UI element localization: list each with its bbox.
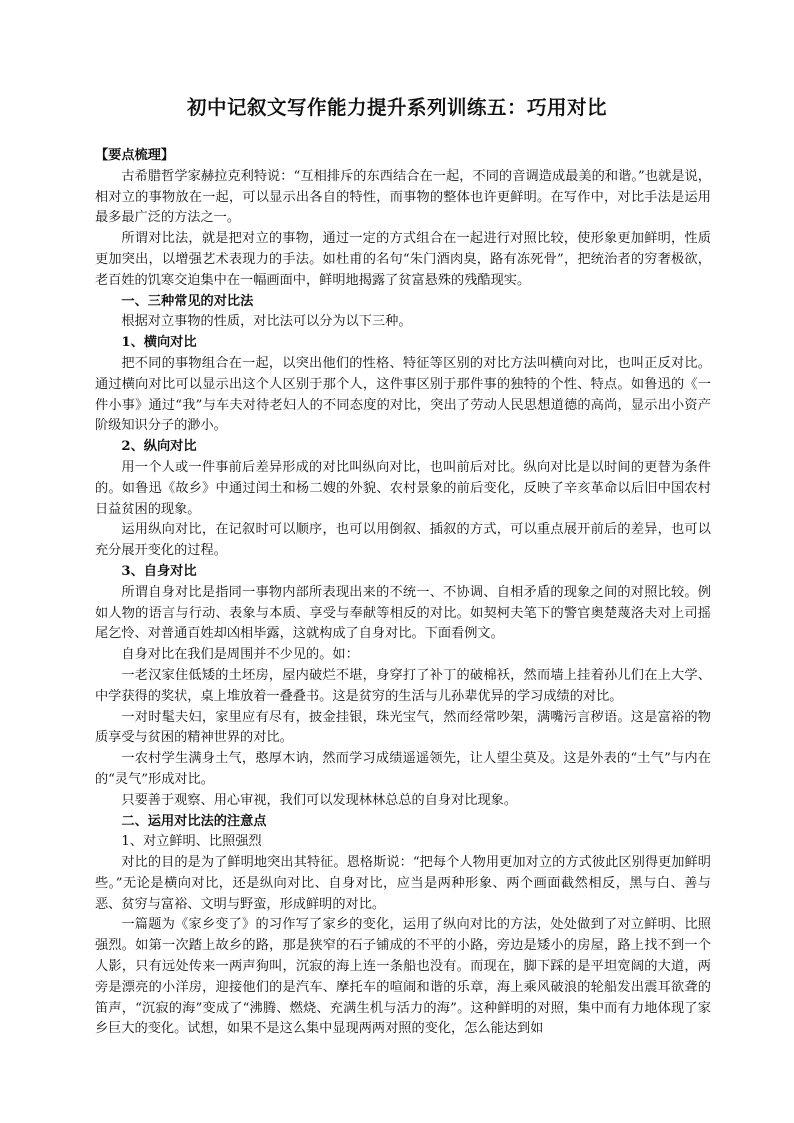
document-title: 初中记叙文写作能力提升系列训练五：巧用对比: [186, 96, 607, 119]
subheading: 2、纵向对比: [121, 439, 197, 455]
paragraph: 古希腊哲学家赫拉克利特说：“互相排斥的东西结合在一起，不同的音调造成最美的和谐。”也就是说，相对立的事物放在一起，可以显示出各自的特性，而事物的整体也许更鲜明。在写作中，对比手法是运用最多最广泛的方法之一。: [95, 168, 711, 226]
paragraph: 对比的目的是为了鲜明地突出其特征。恩格斯说：“把每个人物用更加对立的方式彼此区别得更加鲜明些。”无论是横向对比，还是纵向对比、自身对比，应当是两种形象、两个画面截然相反，黑与白、善与恶、贫穷与富裕、文明与野蛮，形成鲜明的对比。: [95, 855, 711, 912]
paragraph: 一对时髦夫妇，家里应有尽有，披金挂银，珠光宝气，然而经常吵架，满嘴污言秽语。这是富裕的物质享受与贫困的精神世界的对比。: [95, 709, 711, 746]
subheading: 3、自身对比: [121, 563, 197, 579]
paragraph: 自身对比在我们是周围并不少见的。如：: [121, 647, 359, 663]
heading-2: 二、运用对比法的注意点: [121, 813, 267, 829]
paragraph: 一老汉家住低矮的土坯房，屋内破烂不堪，身穿打了补丁的破棉袄，然而墙上挂着孙儿们在上大学、中学获得的奖状，桌上堆放着一叠叠书。这是贫穷的生活与儿孙辈优异的学习成绩的对比。: [95, 667, 711, 704]
document-body: [95, 146, 711, 1040]
paragraph: 根据对立事物的性质，对比法可以分为以下三种。: [121, 314, 412, 330]
heading-1: 一、三种常见的对比法: [121, 293, 254, 309]
paragraph: 运用纵向对比，在记叙时可以顺序，也可以用倒叙、插叙的方式，可以重点展开前后的差异，也可以充分展开变化的过程。: [95, 522, 711, 559]
paragraph: 用一个人或一件事前后差异形成的对比叫纵向对比，也叫前后对比。纵向对比是以时间的更替为条件的。如鲁迅《故乡》中通过闰土和杨二嫂的外貌、农村景象的前后变化，反映了辛亥革命以后旧中国农村日益贫困的现象。: [95, 459, 711, 517]
paragraph: 所谓自身对比是指同一事物内部所表现出来的不统一、不协调、自相矛盾的现象之间的对照比较。例如人物的语言与行动、表象与本质、享受与奉献等相反的对比。如契柯夫笔下的警官奥楚蔑洛夫对上司摇尾乞怜、对普通百姓却凶相毕露，这就构成了自身对比。下面看例文。: [95, 584, 711, 642]
paragraph: 一篇题为《家乡变了》的习作写了家乡的变化，运用了纵向对比的方法，处处做到了对立鲜明、比照强烈。如第一次踏上故乡的路，那是狭窄的石子铺成的不平的小路，旁边是矮小的房屋，路上找不到一个人影，只有远处传来一两声狗叫，沉寂的海上连一条船也没有。而现在，脚下踩的是平坦宽阔的大道，两旁是漂亮的小洋房，迎接他们的是汽车、摩托车的喧闹和谐的乐章，海上乘风破浪的轮船发出震耳欲聋的笛声，“沉寂的海”变成了“沸腾、燃烧、充满生机与活力的海”。这种鲜明的对照，集中而有力地体现了家乡巨大的变化。试想，如果不是这么集中显现两两对照的变化，怎么能达到如: [95, 917, 711, 1037]
paragraph: 所谓对比法，就是把对立的事物，通过一定的方式组合在一起进行对照比较，使形象更加鲜明，性质更加突出，以增强艺术表现力的手法。如杜甫的名句“朱门酒肉臭，路有冻死骨”，把统治者的穷奢极欲，老百姓的饥寒交迫集中在一幅画面中，鲜明地揭露了贫富悬殊的残酷现实。: [95, 231, 711, 288]
subheading: 1、对立鲜明、比照强烈: [121, 834, 262, 850]
paragraph: 把不同的事物组合在一起，以突出他们的性格、特征等区别的对比方法叫横向对比，也叫正反对比。通过横向对比可以显示出这个人区别于那个人，这件事区别于那件事的独特的个性、特点。如鲁迅的《一件小事》通过“我”与车夫对待老妇人的不同态度的对比，突出了劳动人民思想道德的高尚，显示出小资产阶级知识分子的渺小。: [95, 355, 711, 434]
subheading: 1、横向对比: [121, 335, 197, 351]
paragraph: 一农村学生满身土气，憨厚木讷，然而学习成绩遥遥领先，让人望尘莫及。这是外表的“土气”与内在的“灵气”形成对比。: [95, 751, 711, 787]
paragraph: 只要善于观察、用心审视，我们可以发现林林总总的自身对比现象。: [121, 792, 518, 808]
section-label: 【要点梳理】: [95, 148, 175, 163]
